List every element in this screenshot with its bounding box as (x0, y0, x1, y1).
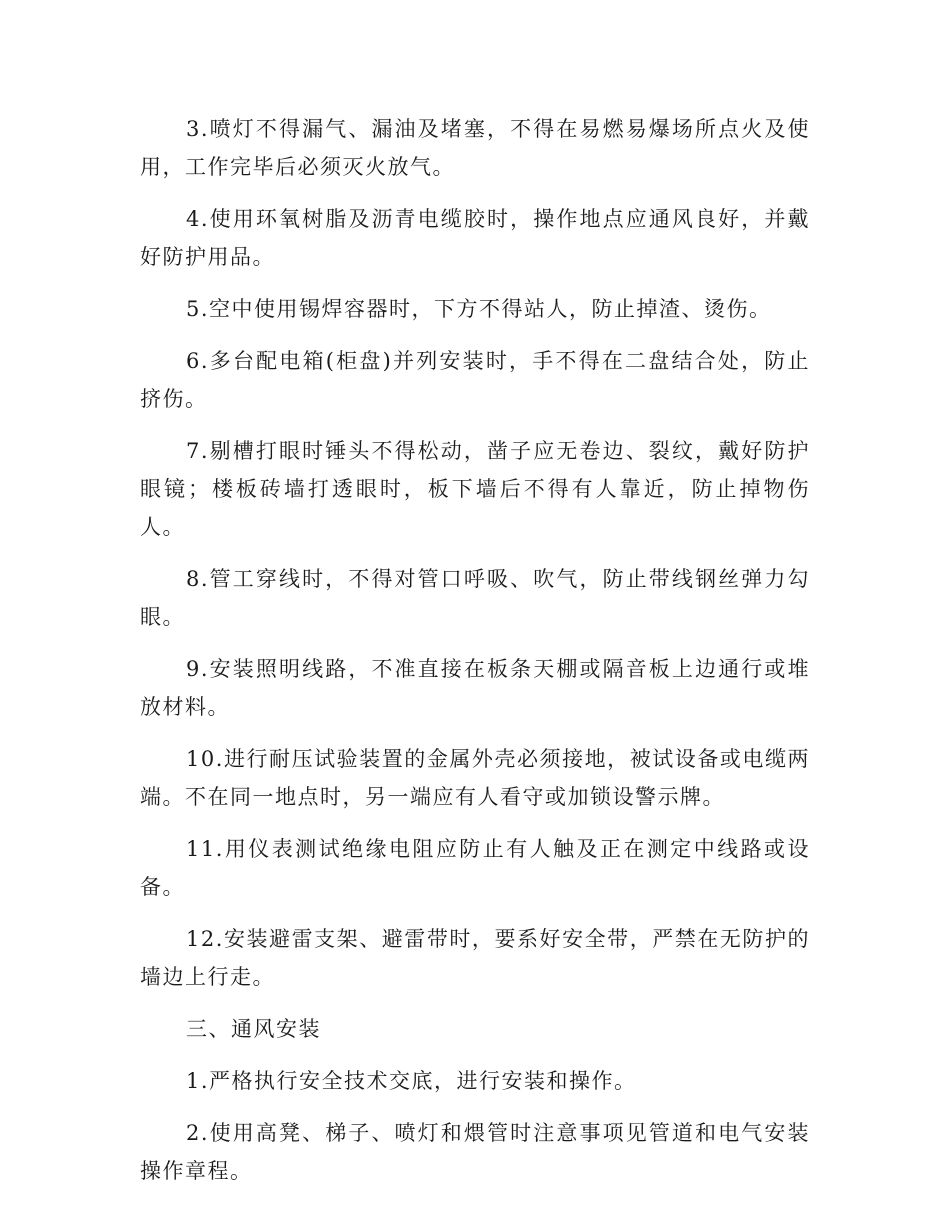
paragraph-item-5: 5.空中使用锡焊容器时，下方不得站人，防止掉渣、烫伤。 (186, 297, 772, 321)
paragraph-item-8: 8.管工穿线时，不得对管口呼吸、吹气，防止带线钢丝弹力勾眼。 (140, 567, 810, 629)
paragraph-item-4: 4.使用环氧树脂及沥青电缆胶时，操作地点应通风良好，并戴好防护用品。 (140, 207, 810, 269)
paragraph-item-1: 1.严格执行安全技术交底，进行安装和操作。 (186, 1069, 637, 1093)
paragraph-item-9: 9.安装照明线路，不准直接在板条天棚或隔音板上边通行或堆放材料。 (140, 657, 810, 719)
document-body (140, 110, 810, 1204)
section-heading: 三、通风安装 (186, 1017, 321, 1041)
paragraph-item-7: 7.剔槽打眼时锤头不得松动，凿子应无卷边、裂纹，戴好防护眼镜；楼板砖墙打透眼时，板下墙后不得有人靠近，防止掉物伤人。 (140, 439, 810, 539)
paragraph-item-3: 3.喷灯不得漏气、漏油及堵塞，不得在易燃易爆场所点火及使用，工作完毕后必须灭火放气。 (140, 117, 810, 179)
paragraph-item-2: 2.使用高凳、梯子、喷灯和煨管时注意事项见管道和电气安装操作章程。 (140, 1121, 810, 1183)
paragraph-item-10: 10.进行耐压试验装置的金属外壳必须接地，被试设备或电缆两端。不在同一地点时，另一端应有人看守或加锁设警示牌。 (140, 747, 810, 809)
paragraph-item-6: 6.多台配电箱(柜盘)并列安装时，手不得在二盘结合处，防止挤伤。 (140, 349, 810, 411)
paragraph-item-11: 11.用仪表测试绝缘电阻应防止有人触及正在测定中线路或设备。 (140, 837, 810, 899)
paragraph-item-12: 12.安装避雷支架、避雷带时，要系好安全带，严禁在无防护的墙边上行走。 (140, 927, 810, 989)
